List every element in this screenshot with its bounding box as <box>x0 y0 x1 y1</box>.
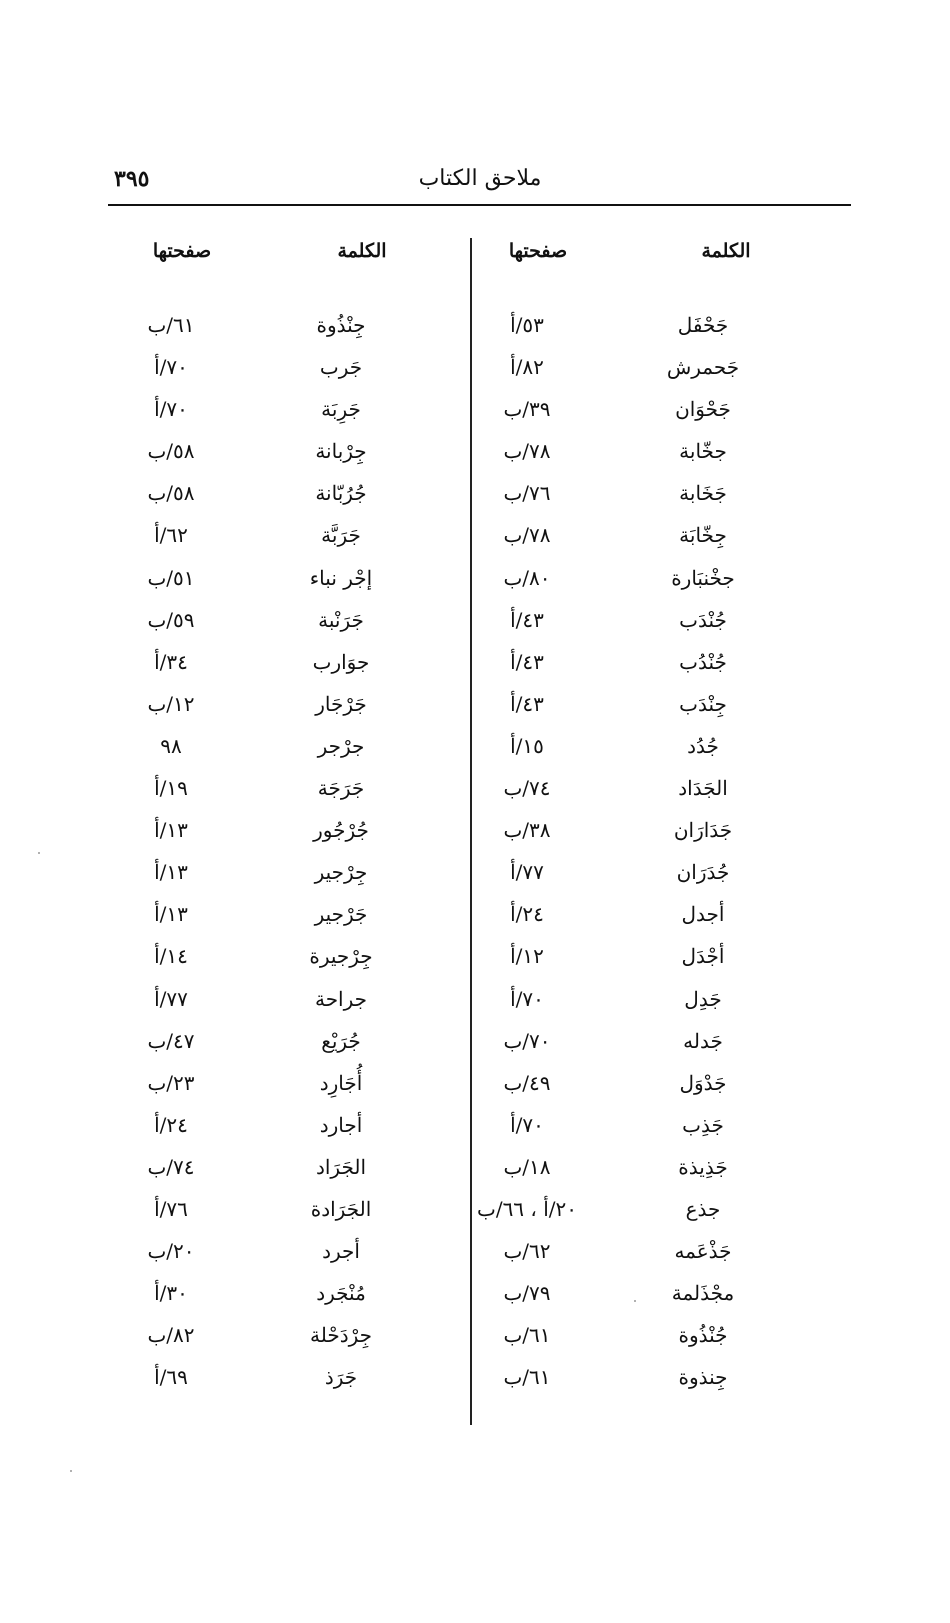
index-word: جِرْبانة <box>315 439 367 464</box>
index-row <box>0 313 950 355</box>
index-word: أجدل <box>681 902 725 927</box>
index-word: جَرَجَة <box>317 776 365 801</box>
index-row <box>0 566 950 608</box>
index-word: جِرْجيرة <box>309 944 373 969</box>
index-word: جُدَرَان <box>676 860 730 885</box>
index-page-ref: ٧٦/ب <box>503 481 551 506</box>
index-row <box>0 1155 950 1197</box>
index-page-ref: ٤٧/ب <box>147 1028 195 1053</box>
index-word: الجَرَاد <box>315 1154 367 1179</box>
index-word: جِرْجير <box>314 860 368 885</box>
index-word: جُدُد <box>687 733 719 758</box>
left-page-heading: صفحتها <box>152 240 212 262</box>
left-word-heading: الكلمة <box>337 240 387 262</box>
index-word: جِنذوة <box>678 1365 728 1390</box>
index-word: الجَرَادة <box>310 1196 372 1221</box>
right-page-heading: صفحتها <box>508 240 568 262</box>
index-word: جراحة <box>314 986 368 1011</box>
index-row <box>0 1029 950 1071</box>
index-word: جَخَابة <box>679 481 727 506</box>
index-page-ref: ٣٩/ب <box>503 397 551 422</box>
index-word: الجَدَاد <box>678 776 728 801</box>
index-page-ref: ٨٠/ب <box>503 565 551 590</box>
index-page-ref: ١٢/أ <box>510 944 544 969</box>
page-number: ٣٩٥ <box>114 166 150 192</box>
index-page-ref: ٧٤/ب <box>147 1154 195 1179</box>
index-word: جَحْوَان <box>675 397 731 422</box>
index-page-ref: ٦٢/ب <box>503 1239 551 1264</box>
index-word: جَحمرش <box>666 355 740 380</box>
index-page-ref: ١٨/ب <box>503 1154 551 1179</box>
index-word: إجْر نباء <box>309 565 373 590</box>
index-word: جذع <box>685 1196 721 1221</box>
index-row <box>0 1323 950 1365</box>
index-page-ref: ٢٠/أ ، ٦٦/ب <box>476 1196 577 1221</box>
scan-speck <box>38 852 40 854</box>
index-page-ref: ٧٠/أ <box>154 397 188 422</box>
index-row <box>0 860 950 902</box>
index-word: جِرْدَحْلة <box>309 1323 372 1348</box>
index-word: جُرَيْع <box>321 1028 361 1053</box>
index-page-ref: ٩٨ <box>160 733 182 758</box>
index-word: مُنْجَرد <box>316 1281 366 1306</box>
index-word: جِنْدَب <box>679 691 727 716</box>
index-row <box>0 355 950 397</box>
index-word: جَرْجَار <box>315 691 367 716</box>
index-page-ref: ٧٩/ب <box>503 1281 551 1306</box>
index-row <box>0 1071 950 1113</box>
index-page-ref: ٥٨/ب <box>147 439 195 464</box>
index-row <box>0 987 950 1029</box>
index-word: جُنْذُوة <box>678 1323 728 1348</box>
index-page-ref: ٧٧/أ <box>154 986 188 1011</box>
index-page-ref: ١٣/أ <box>154 902 188 927</box>
index-page-ref: ٦١/ب <box>503 1365 551 1390</box>
index-word: جُرُبّانة <box>315 481 367 506</box>
index-page-ref: ١٤/أ <box>154 944 188 969</box>
index-page-ref: ٧٠/ب <box>503 1028 551 1053</box>
index-page-ref: ٧٨/ب <box>503 523 551 548</box>
index-page-ref: ٥٣/أ <box>510 313 544 337</box>
header-rule <box>108 204 851 206</box>
index-page-ref: ٨٢/ب <box>147 1323 195 1348</box>
index-word: جَذِيذة <box>678 1154 728 1179</box>
index-page-ref: ٦١/ب <box>147 313 195 337</box>
index-word: جُنْدُب <box>679 649 727 674</box>
index-page-ref: ٨٢/أ <box>510 355 544 380</box>
index-page-ref: ٥٨/ب <box>147 481 195 506</box>
index-page-ref: ٤٣/أ <box>510 691 544 716</box>
index-page-ref: ٧٠/أ <box>154 355 188 380</box>
index-row <box>0 818 950 860</box>
index-page-ref: ٢٤/أ <box>154 1112 188 1137</box>
index-word: جَرَنْبة <box>318 607 364 632</box>
index-word: جَرِبَة <box>321 397 361 422</box>
index-page-ref: ١٩/أ <box>154 776 188 801</box>
index-page-ref: ٣٤/أ <box>154 649 188 674</box>
index-page-ref: ٧٦/أ <box>154 1196 188 1221</box>
index-page-ref: ٢٤/أ <box>510 902 544 927</box>
left-column-entries <box>0 313 950 1407</box>
index-word: أجرد <box>322 1239 360 1264</box>
index-row <box>0 1239 950 1281</box>
index-row <box>0 734 950 776</box>
index-page-ref: ٤٣/أ <box>510 649 544 674</box>
index-word: جَدَارَان <box>673 818 733 843</box>
index-row <box>0 1365 950 1407</box>
index-row <box>0 1113 950 1155</box>
index-row <box>0 481 950 523</box>
index-row <box>0 944 950 986</box>
index-word: جَرَبَّة <box>321 523 361 548</box>
index-page-ref: ٧٧/أ <box>510 860 544 885</box>
index-word: جخْنبَارة <box>671 565 735 590</box>
index-page-ref: ٧٠/أ <box>510 986 544 1011</box>
index-page-ref: ٢٠/ب <box>147 1239 195 1264</box>
index-page-ref: ٦١/ب <box>503 1323 551 1348</box>
index-row <box>0 397 950 439</box>
index-word: جِنْذُوة <box>316 313 366 337</box>
index-word: جَرب <box>319 355 363 380</box>
index-row <box>0 608 950 650</box>
index-word: أجارد <box>319 1112 363 1137</box>
index-word: جُنْدَب <box>679 607 727 632</box>
index-word: جخّابة <box>679 439 727 464</box>
index-row <box>0 439 950 481</box>
right-word-heading: الكلمة <box>701 240 751 262</box>
index-page-ref: ٦٢/أ <box>154 523 188 548</box>
index-row <box>0 1281 950 1323</box>
index-word: أُجَارِد <box>319 1070 363 1095</box>
index-page-ref: ٧٠/أ <box>510 1112 544 1137</box>
index-word: جِخّابَة <box>679 523 727 548</box>
index-row <box>0 776 950 818</box>
index-word: جَرْجير <box>314 902 368 927</box>
index-page-ref: ١٣/أ <box>154 860 188 885</box>
page-header <box>110 162 850 202</box>
index-word: أجْدَل <box>681 944 725 969</box>
index-page-ref: ٧٤/ب <box>503 776 551 801</box>
index-row <box>0 692 950 734</box>
index-row <box>0 650 950 692</box>
index-row <box>0 1197 950 1239</box>
running-title: ملاحق الكتاب <box>418 166 542 191</box>
index-page-ref: ٦٩/أ <box>154 1365 188 1390</box>
index-page-ref: ٣٠/أ <box>154 1281 188 1306</box>
index-word: جُرْجُور <box>313 818 369 843</box>
index-word: جَذْعَمه <box>674 1239 732 1264</box>
index-word: جوَارب <box>312 649 370 674</box>
index-page-ref: ٣٨/ب <box>503 818 551 843</box>
index-page-ref: ٥١/ب <box>147 565 195 590</box>
index-word: جَرَذ <box>324 1365 358 1390</box>
index-word: جَدْوَل <box>679 1070 727 1095</box>
index-word: جَدله <box>683 1028 723 1053</box>
index-page-ref: ١٥/أ <box>510 733 544 758</box>
index-word: مجْذَلمة <box>671 1281 735 1306</box>
index-page-ref: ٥٩/ب <box>147 607 195 632</box>
index-word: جرْجر <box>317 733 365 758</box>
index-page-ref: ١٣/أ <box>154 818 188 843</box>
index-word: جَدِل <box>684 986 722 1011</box>
index-row <box>0 902 950 944</box>
index-row <box>0 523 950 565</box>
scan-speck <box>634 1300 636 1302</box>
index-word: جَحْفَل <box>677 313 729 337</box>
index-page-ref: ٢٣/ب <box>147 1070 195 1095</box>
scan-speck <box>70 1470 72 1472</box>
index-page-ref: ١٢/ب <box>147 691 195 716</box>
index-word: جَذِب <box>682 1112 724 1137</box>
index-page-ref: ٤٩/ب <box>503 1070 551 1095</box>
index-page-ref: ٧٨/ب <box>503 439 551 464</box>
index-page-ref: ٤٣/أ <box>510 607 544 632</box>
